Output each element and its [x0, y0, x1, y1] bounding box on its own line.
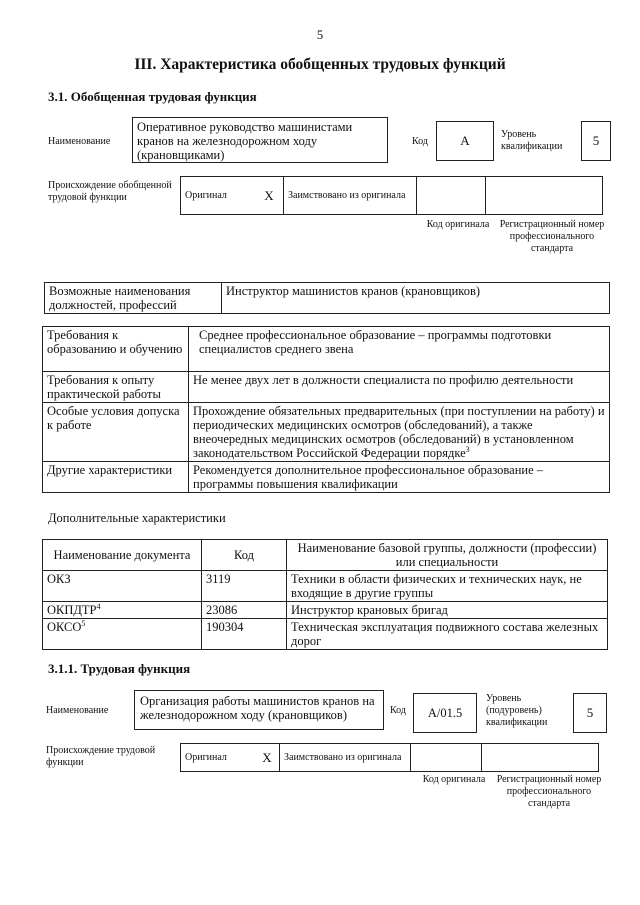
tf-name-field — [134, 690, 384, 730]
gtf-code-label: Код — [412, 136, 428, 147]
footnote-ref: 4 — [96, 601, 101, 611]
gtf-origin-label: Происхождение обобщенной трудовой функции — [48, 180, 172, 203]
name-cell: Техническая эксплуатация подвижного состава железных дорог — [287, 619, 608, 650]
tf-original-label: Оригинал — [181, 744, 256, 772]
gtf-reg-number-cell — [486, 177, 603, 215]
gtf-orig-code-caption: Код оригинала — [426, 219, 490, 230]
code-cell: 3119 — [202, 571, 287, 602]
gtf-reg-number-caption: Регистрационный номер профессионального стандарта — [499, 219, 605, 254]
col-header-name: Наименование базовой группы, должности (профессии) или специальности — [287, 540, 608, 571]
tf-orig-code-cell — [411, 744, 482, 772]
tf-name-value: Организация работы машинистов кранов на железнодорожном ходу (крановщиков) — [140, 694, 375, 722]
gtf-original-mark: X — [255, 177, 284, 215]
col-header-code: Код — [202, 540, 287, 571]
footnote-ref: 5 — [81, 618, 86, 628]
positions-label: Возможные наименования должностей, профессий — [45, 283, 222, 314]
doc-name: ОКЗ — [47, 572, 71, 586]
gtf-name-value: Оперативное руководство машинистами кранов на железнодорожном ходу (крановщиками) — [137, 120, 353, 162]
doc-cell — [43, 571, 202, 602]
table-row — [43, 571, 608, 602]
gtf-code-value: А — [460, 133, 470, 148]
doc-cell — [43, 619, 202, 650]
req-value: Среднее профессиональное образование – программы подготовки специалистов среднего звена — [189, 327, 610, 372]
footnote-ref: 3 — [465, 444, 470, 454]
gtf-level-label: Уровень квалификации — [501, 129, 563, 152]
gtf-level-value: 5 — [592, 133, 600, 148]
req-label: Другие характеристики — [43, 462, 189, 493]
tf-code-field — [413, 693, 477, 733]
gtf-borrowed-label: Заимствовано из оригинала — [284, 177, 417, 215]
table-row — [43, 619, 608, 650]
tf-code-label: Код — [390, 705, 406, 716]
doc-name: ОКСО — [47, 620, 82, 634]
name-cell: Техники в области физических и технических наук, не входящие в другие группы — [287, 571, 608, 602]
tf-level-value: 5 — [586, 705, 594, 720]
positions-table — [44, 282, 610, 314]
page-number: 5 — [316, 28, 324, 42]
req-value: Не менее двух лет в должности специалиста по профилю деятельности — [189, 372, 610, 403]
req-label: Требования к образованию и обучению — [43, 327, 189, 372]
gtf-orig-code-cell — [417, 177, 486, 215]
gtf-original-label: Оригинал — [181, 177, 256, 215]
gtf-code-field — [436, 121, 494, 161]
doc-cell — [43, 602, 202, 619]
req-value: Прохождение обязательных предварительных (при поступлении на работу) и периодических медицинских осмотров (обследований), а также внеочередных медицинских осмотров (обследований) в установленном законодательством Российской Федерации порядке — [193, 404, 605, 460]
tf-reg-number-cell — [482, 744, 599, 772]
tf-code-value: А/01.5 — [427, 706, 463, 720]
doc-name: ОКПДТР — [47, 603, 97, 617]
col-header-doc: Наименование документа — [43, 540, 202, 571]
tf-original-mark: X — [255, 744, 280, 772]
tf-orig-code-caption: Код оригинала — [422, 774, 486, 785]
code-cell: 190304 — [202, 619, 287, 650]
gtf-name-field — [132, 117, 388, 163]
gtf-name-label: Наименование — [48, 136, 111, 147]
req-value: Рекомендуется дополнительное профессиональное образование – программы повышения квалификации — [189, 462, 610, 493]
tf-level-field — [573, 693, 607, 733]
tf-origin-label: Происхождение трудовой функции — [46, 745, 156, 768]
tf-reg-number-caption: Регистрационный номер профессионального стандарта — [496, 774, 602, 809]
tf-name-label: Наименование — [46, 705, 109, 716]
additional-table — [42, 539, 608, 650]
gtf-level-field — [581, 121, 611, 161]
tf-level-label: Уровень (подуровень) квалификации — [486, 693, 548, 728]
req-value-cell — [189, 403, 610, 462]
req-label: Требования к опыту практической работы — [43, 372, 189, 403]
additional-heading: Дополнительные характеристики — [48, 511, 226, 525]
tf-borrowed-label: Заимствовано из оригинала — [280, 744, 411, 772]
gtf-origin-table — [180, 176, 603, 215]
table-row — [43, 602, 608, 619]
positions-value: Инструктор машинистов кранов (крановщиков) — [222, 283, 610, 314]
section-title: III. Характеристика обобщенных трудовых функций — [134, 56, 506, 73]
name-cell: Инструктор крановых бригад — [287, 602, 608, 619]
code-cell: 23086 — [202, 602, 287, 619]
tf-origin-table — [180, 743, 599, 772]
requirements-table — [42, 326, 610, 493]
req-label: Особые условия допуска к работе — [43, 403, 189, 462]
gtf-heading: 3.1. Обобщенная трудовая функция — [48, 89, 257, 104]
tf-heading: 3.1.1. Трудовая функция — [48, 661, 191, 676]
